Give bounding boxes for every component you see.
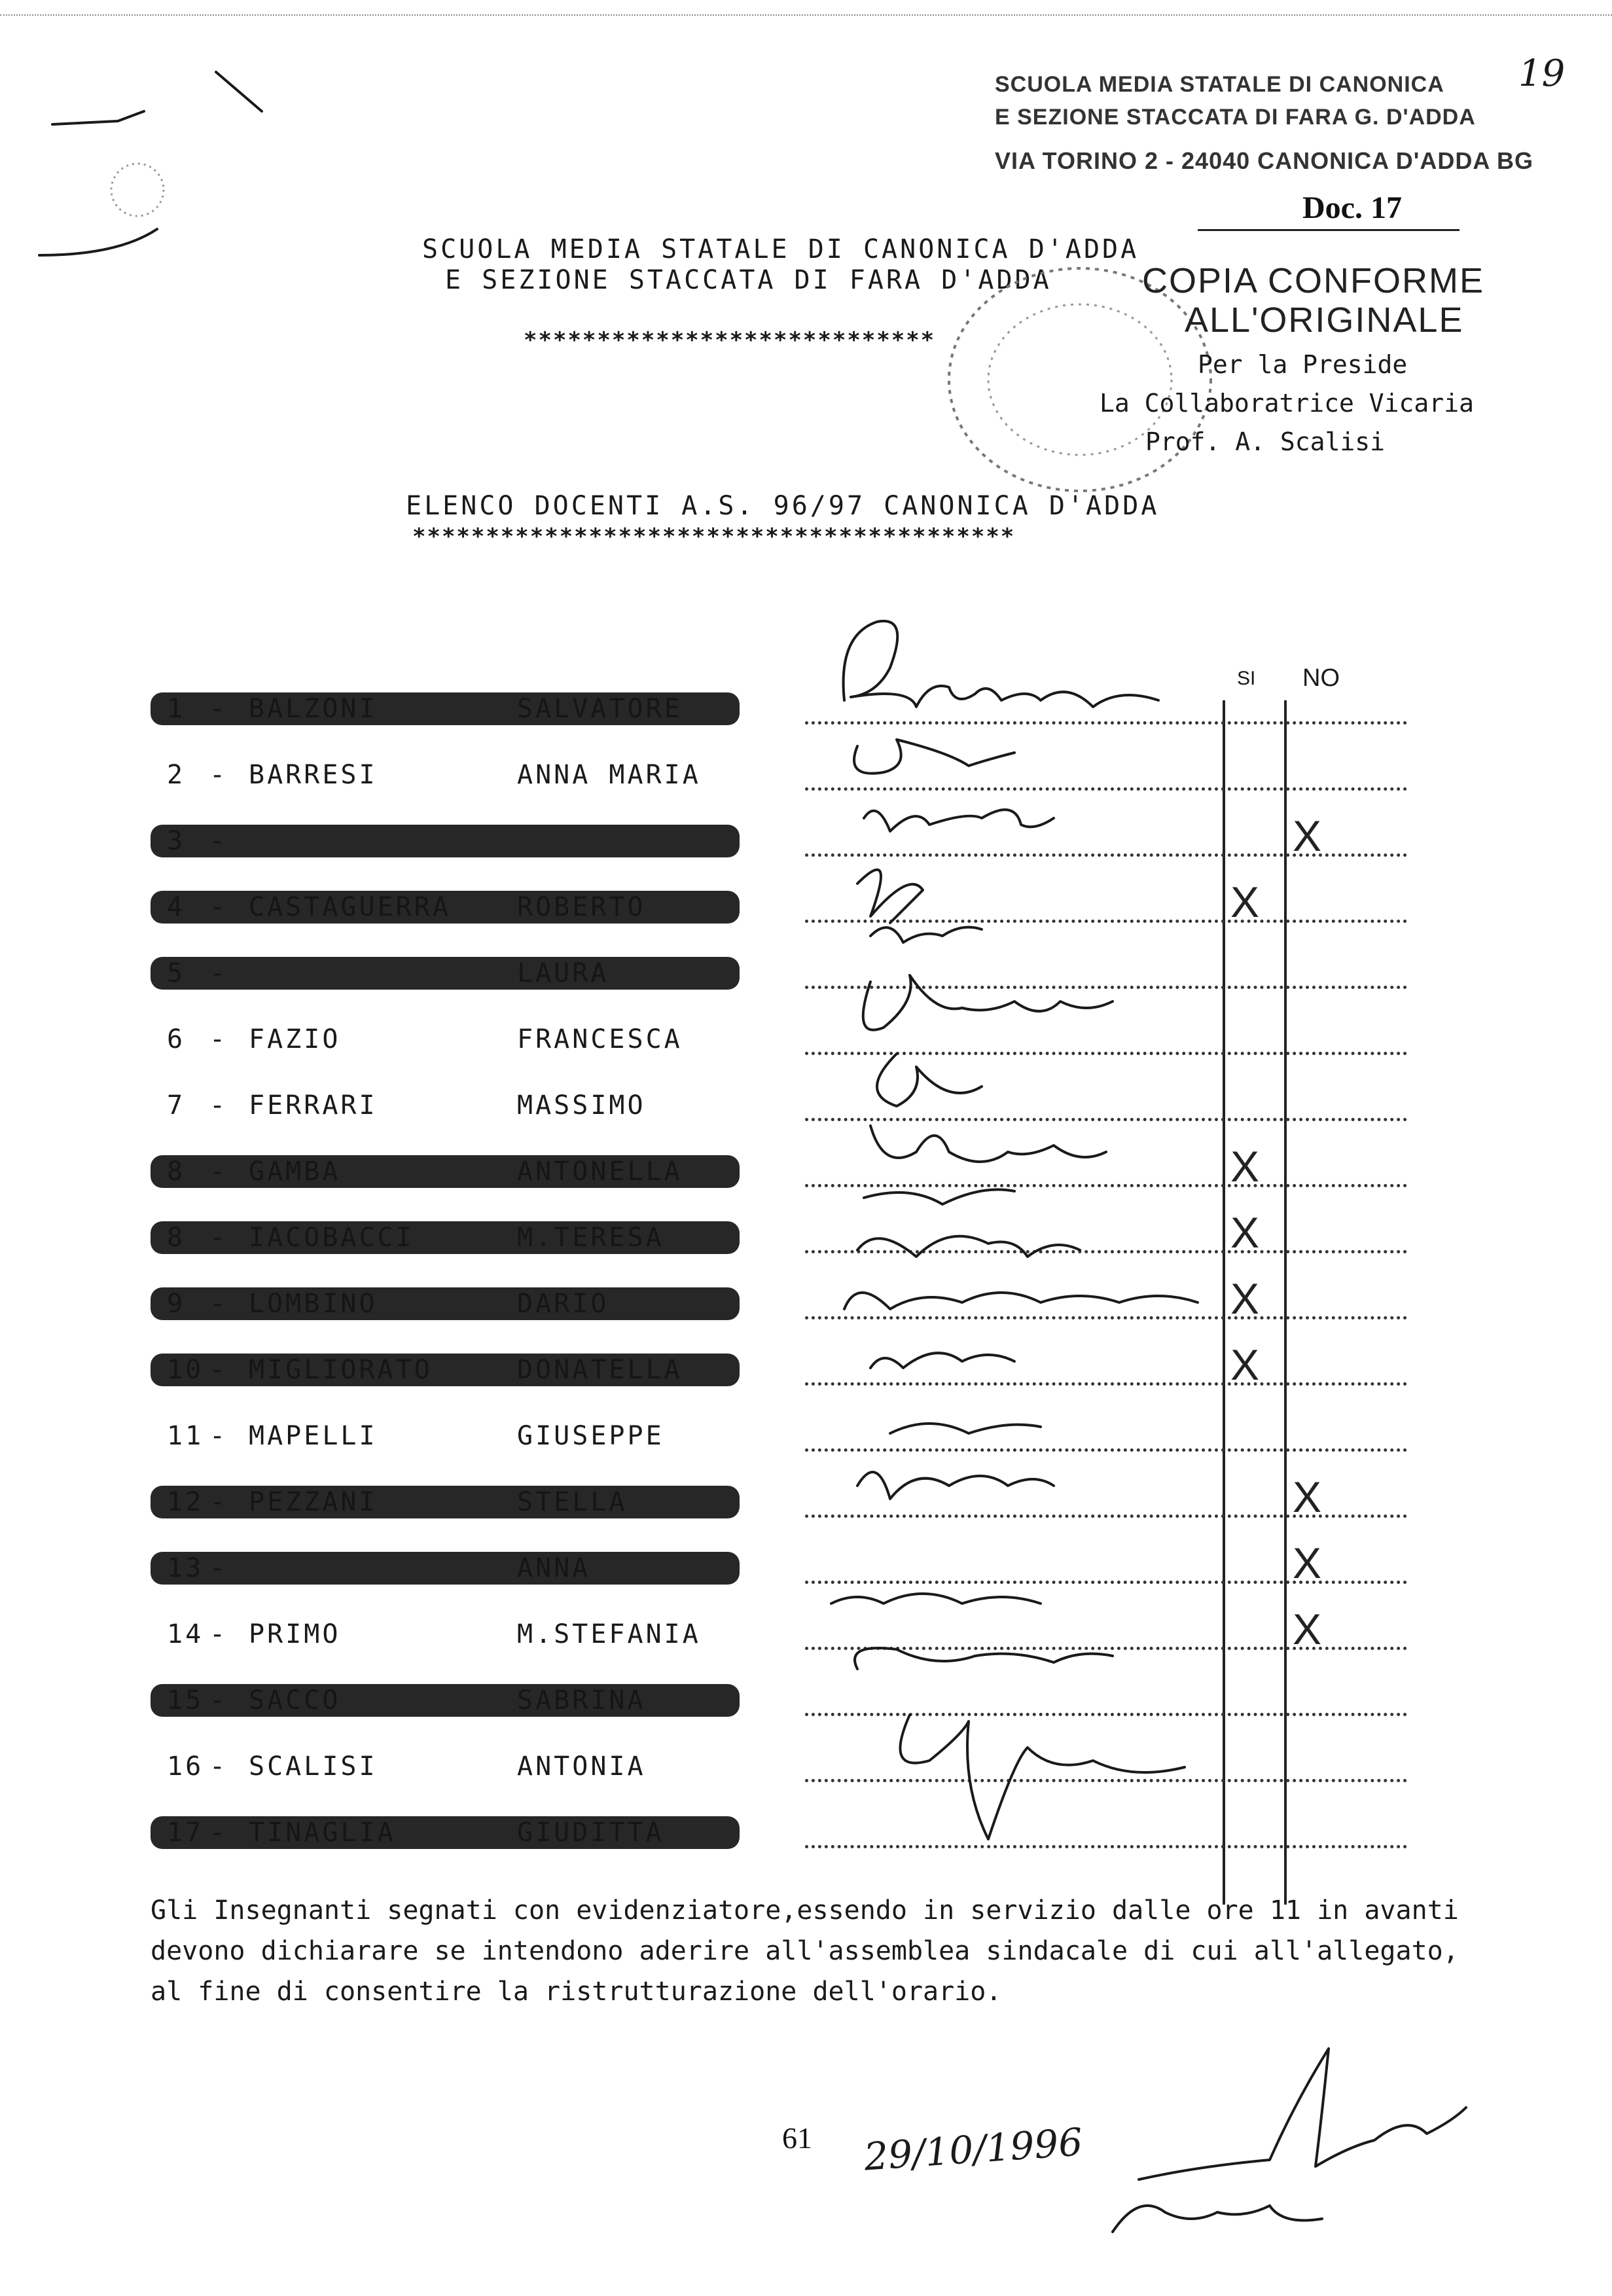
teacher-number: 16 bbox=[167, 1751, 204, 1782]
school-section: E SEZIONE STACCATA DI FARA D'ADDA bbox=[445, 265, 1052, 295]
teacher-row bbox=[0, 1539, 1612, 1605]
redaction-bar bbox=[151, 1552, 740, 1585]
teacher-number: 6 bbox=[167, 1024, 186, 1054]
signature-line bbox=[805, 1845, 1407, 1848]
teacher-row bbox=[0, 878, 1612, 944]
si-cross-mark: X bbox=[1230, 1340, 1260, 1389]
footer-note-line2: devono dichiarare se intendono aderire all'assemblea sindacale di cui all'allegato, bbox=[151, 1936, 1459, 1966]
teacher-number: 11 bbox=[167, 1421, 204, 1451]
redaction-bar bbox=[151, 1221, 740, 1254]
teacher-row bbox=[0, 1018, 1612, 1077]
teacher-row bbox=[0, 1142, 1612, 1209]
teacher-number: 14 bbox=[167, 1619, 204, 1649]
list-title: ELENCO DOCENTI A.S. 96/97 CANONICA D'ADDA bbox=[406, 491, 1160, 521]
teacher-row bbox=[0, 952, 1612, 1011]
si-cross-mark: X bbox=[1230, 1274, 1260, 1323]
teacher-surname: FAZIO bbox=[249, 1024, 341, 1054]
teacher-number-dash: - bbox=[209, 1751, 228, 1782]
closing-signature bbox=[1100, 2016, 1492, 2238]
teacher-signatures bbox=[818, 609, 1224, 1839]
teacher-number-dash: - bbox=[209, 1024, 228, 1054]
footer-note-line1: Gli Insegnanti segnati con evidenziatore,essendo in servizio dalle ore 11 in avanti bbox=[151, 1895, 1459, 1926]
column-no: NO bbox=[1302, 664, 1340, 692]
redaction-bar bbox=[151, 692, 740, 725]
teacher-row bbox=[0, 687, 1612, 746]
teacher-number: 2 bbox=[167, 760, 186, 790]
redaction-bar bbox=[151, 825, 740, 857]
redaction-bar bbox=[151, 957, 740, 990]
teacher-row bbox=[0, 1208, 1612, 1275]
redaction-bar bbox=[151, 1287, 740, 1320]
teacher-row bbox=[0, 1745, 1612, 1804]
column-si: SI bbox=[1237, 668, 1256, 689]
teacher-row bbox=[0, 1605, 1612, 1672]
scan-noise-marks bbox=[39, 59, 255, 275]
no-cross-mark: X bbox=[1293, 1605, 1322, 1653]
teacher-number: 7 bbox=[167, 1090, 186, 1121]
copy-certification: COPIA CONFORME bbox=[1142, 261, 1485, 300]
teacher-number-dash: - bbox=[209, 1090, 228, 1121]
teacher-first-name: M.STEFANIA bbox=[517, 1619, 701, 1649]
footer-note-line3: al fine di consentire la ristrutturazione dell'orario. bbox=[151, 1977, 1002, 2007]
teacher-first-name: GIUSEPPE bbox=[517, 1421, 664, 1451]
redaction-bar bbox=[151, 1354, 740, 1386]
no-cross-mark: X bbox=[1293, 1539, 1322, 1587]
teacher-surname: FERRARI bbox=[249, 1090, 378, 1121]
teacher-row bbox=[0, 1084, 1612, 1143]
school-stamp-line1: SCUOLA MEDIA STATALE DI CANONICA bbox=[995, 72, 1444, 97]
doc-ref-underline bbox=[1198, 229, 1460, 231]
teacher-row bbox=[0, 1473, 1612, 1539]
title-stars: ***************************************** bbox=[412, 524, 1016, 550]
si-cross-mark: X bbox=[1230, 1208, 1260, 1257]
signatory-name: Prof. A. Scalisi bbox=[1145, 427, 1386, 456]
handwritten-date: 29/10/1996 bbox=[863, 2119, 1084, 2179]
teacher-surname: SCALISI bbox=[249, 1751, 378, 1782]
teacher-row bbox=[0, 1274, 1612, 1341]
school-name: SCUOLA MEDIA STATALE DI CANONICA D'ADDA bbox=[422, 234, 1139, 264]
teacher-number-dash: - bbox=[209, 1619, 228, 1649]
teacher-row bbox=[0, 753, 1612, 812]
teacher-first-name: FRANCESCA bbox=[517, 1024, 683, 1054]
redaction-bar bbox=[151, 891, 740, 924]
teacher-row bbox=[0, 812, 1612, 878]
school-stamp-line2: E SEZIONE STACCATA DI FARA G. D'ADDA bbox=[995, 105, 1476, 130]
no-cross-mark: X bbox=[1293, 812, 1322, 860]
corner-page-number: 19 bbox=[1518, 52, 1566, 95]
si-cross-mark: X bbox=[1230, 1142, 1260, 1191]
teacher-surname: MAPELLI bbox=[249, 1421, 378, 1451]
teacher-row bbox=[0, 1811, 1612, 1870]
teacher-first-name: ANNA MARIA bbox=[517, 760, 701, 790]
teacher-first-name: MASSIMO bbox=[517, 1090, 646, 1121]
teacher-number-dash: - bbox=[209, 760, 228, 790]
signatory-role: Per la Preside bbox=[1198, 350, 1408, 379]
school-stamp-line3: VIA TORINO 2 - 24040 CANONICA D'ADDA BG bbox=[995, 147, 1534, 174]
redaction-bar bbox=[151, 1486, 740, 1518]
no-cross-mark: X bbox=[1293, 1473, 1322, 1521]
si-cross-mark: X bbox=[1230, 878, 1260, 926]
scan-top-border bbox=[0, 14, 1612, 16]
teacher-row bbox=[0, 1679, 1612, 1738]
redaction-bar bbox=[151, 1155, 740, 1188]
teacher-row bbox=[0, 1414, 1612, 1473]
header-stars: **************************** bbox=[524, 327, 936, 353]
teacher-first-name: ANTONIA bbox=[517, 1751, 646, 1782]
page-number: 61 bbox=[782, 2121, 812, 2155]
redaction-bar bbox=[151, 1684, 740, 1717]
teacher-surname: PRIMO bbox=[249, 1619, 341, 1649]
teacher-surname: BARRESI bbox=[249, 760, 378, 790]
teacher-row bbox=[0, 1340, 1612, 1407]
teacher-number-dash: - bbox=[209, 1421, 228, 1451]
signatory-title: La Collaboratrice Vicaria bbox=[1100, 389, 1474, 418]
redaction-bar bbox=[151, 1816, 740, 1849]
copy-certification-line2: ALL'ORIGINALE bbox=[1185, 300, 1464, 340]
document-reference: Doc. 17 bbox=[1302, 190, 1402, 225]
